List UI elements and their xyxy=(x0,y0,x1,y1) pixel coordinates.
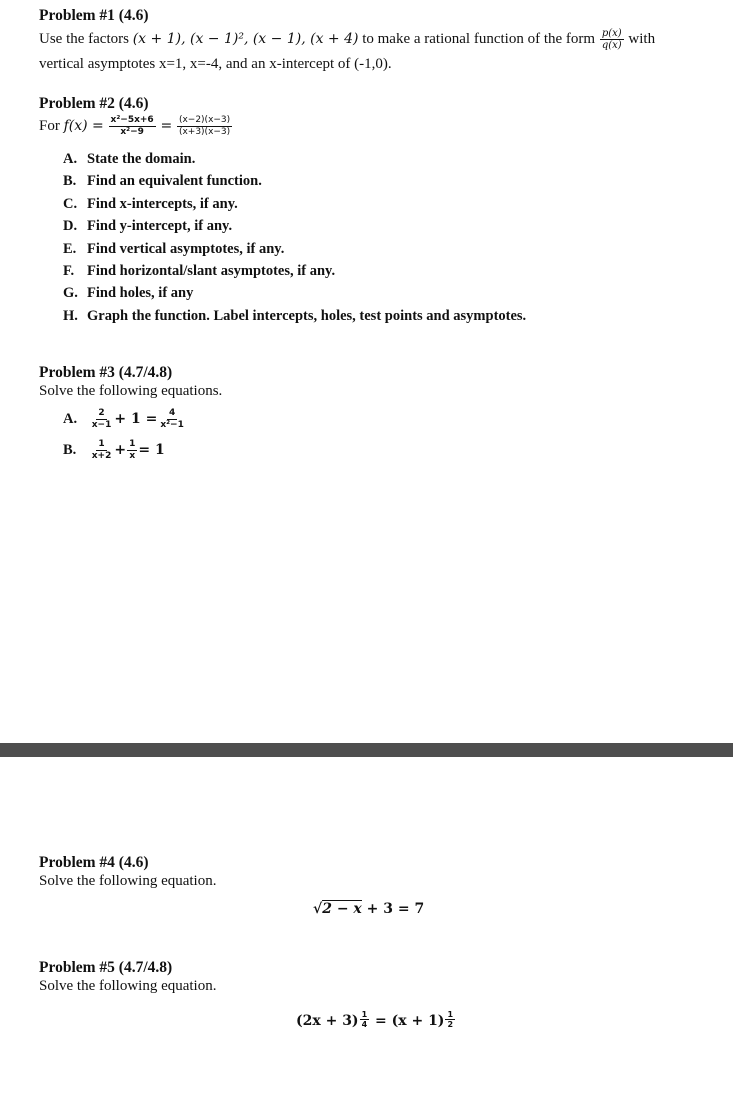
denominator: 2 xyxy=(447,1020,454,1029)
list-item xyxy=(63,308,526,325)
problem-3-equation-b xyxy=(63,439,165,462)
item-label: A. xyxy=(63,410,78,427)
math-text: + xyxy=(114,441,127,458)
numerator: 1 xyxy=(447,1010,454,1019)
radicand: 2 − x xyxy=(322,901,362,917)
numerator: 1 xyxy=(129,439,136,449)
problem-4-title: Problem #4 (4.6) xyxy=(39,854,149,871)
pq-fraction xyxy=(600,28,624,51)
fraction xyxy=(127,439,137,462)
denominator: x xyxy=(129,451,136,461)
math-text: + 3 = 7 xyxy=(361,901,425,917)
denominator: (x+3)(x−3) xyxy=(178,127,231,137)
numerator: x²−5x+6 xyxy=(110,115,154,125)
factors-math: (x + 1), (x − 1)², (x − 1), (x + 4) xyxy=(132,30,359,47)
item-label: C. xyxy=(63,195,78,212)
item-text: State the domain. xyxy=(87,151,196,167)
denominator: 4 xyxy=(361,1020,368,1029)
item-label: F. xyxy=(63,263,75,279)
fraction xyxy=(158,408,186,431)
numerator: p(x) xyxy=(601,28,622,39)
item-text: Find holes, if any xyxy=(87,285,194,302)
item-text: Find vertical asymptotes, if any. xyxy=(87,240,285,257)
problem-4-instruction: Solve the following equation. xyxy=(39,873,217,889)
denominator: q(x) xyxy=(601,40,622,51)
problem-1-title: Problem #1 (4.6) xyxy=(39,7,149,24)
problem-1-text-line1 xyxy=(39,28,655,51)
text: with xyxy=(624,30,656,47)
exponent-fraction xyxy=(445,1010,455,1029)
fraction-2 xyxy=(177,115,232,138)
list-item xyxy=(63,285,193,302)
text: to make a rational function of the form xyxy=(358,30,599,47)
problem-4-equation xyxy=(313,901,424,917)
list-item xyxy=(63,196,238,213)
item-label: B. xyxy=(63,173,77,190)
denominator: x²−9 xyxy=(120,127,144,137)
item-label: D. xyxy=(63,218,78,235)
denominator: x+2 xyxy=(91,451,112,461)
item-text: Find y-intercept, if any. xyxy=(87,218,233,235)
math-text: + 1 = xyxy=(114,410,158,427)
item-label: G. xyxy=(63,285,78,302)
text: Use the factors xyxy=(39,30,133,47)
exponent-fraction xyxy=(360,1010,370,1029)
text: For xyxy=(39,117,64,134)
problem-2-function xyxy=(39,115,233,138)
item-text: Find horizontal/slant asymptotes, if any. xyxy=(87,263,336,279)
list-item xyxy=(63,263,335,280)
problem-5-instruction: Solve the following equation. xyxy=(39,978,217,994)
fraction-1 xyxy=(109,115,156,138)
numerator: 1 xyxy=(361,1010,368,1019)
item-label: E. xyxy=(63,240,77,257)
list-item xyxy=(63,218,232,235)
problem-3-instruction: Solve the following equations. xyxy=(39,383,223,399)
list-item xyxy=(63,151,195,168)
fraction xyxy=(90,408,114,431)
item-text: Graph the function. Label intercepts, holes, test points and asymptotes. xyxy=(87,307,527,324)
math-text: = (x + 1) xyxy=(370,1013,445,1029)
numerator: 2 xyxy=(98,408,105,418)
denominator: x−1 xyxy=(91,420,112,430)
problem-2-title: Problem #2 (4.6) xyxy=(39,95,149,112)
equals: = xyxy=(160,117,173,134)
numerator: (x−2)(x−3) xyxy=(178,115,231,125)
problem-5-title: Problem #5 (4.7/4.8) xyxy=(39,959,173,976)
item-label: B. xyxy=(63,441,77,458)
item-label: H. xyxy=(63,307,78,324)
problem-3-title: Problem #3 (4.7/4.8) xyxy=(39,364,173,381)
item-text: Find an equivalent function. xyxy=(87,173,262,190)
list-item xyxy=(63,241,284,258)
numerator: 4 xyxy=(168,408,176,418)
fraction xyxy=(90,439,114,462)
item-label: A. xyxy=(63,151,78,167)
page-separator xyxy=(0,743,733,757)
math-text: (2x + 3) xyxy=(296,1013,359,1029)
problem-3-equation-a xyxy=(63,408,187,431)
numerator: 1 xyxy=(98,439,105,449)
problem-5-equation xyxy=(296,1010,456,1029)
problem-1-text-line2: vertical asymptotes x=1, x=-4, and an x-intercept of (-1,0). xyxy=(39,56,392,72)
fx-math: f(x) = xyxy=(63,117,104,134)
math-text: = 1 xyxy=(138,441,165,458)
denominator: x²−1 xyxy=(160,420,184,430)
item-text: Find x-intercepts, if any. xyxy=(87,195,238,212)
sqrt-icon: √ xyxy=(313,901,323,917)
list-item xyxy=(63,173,262,190)
